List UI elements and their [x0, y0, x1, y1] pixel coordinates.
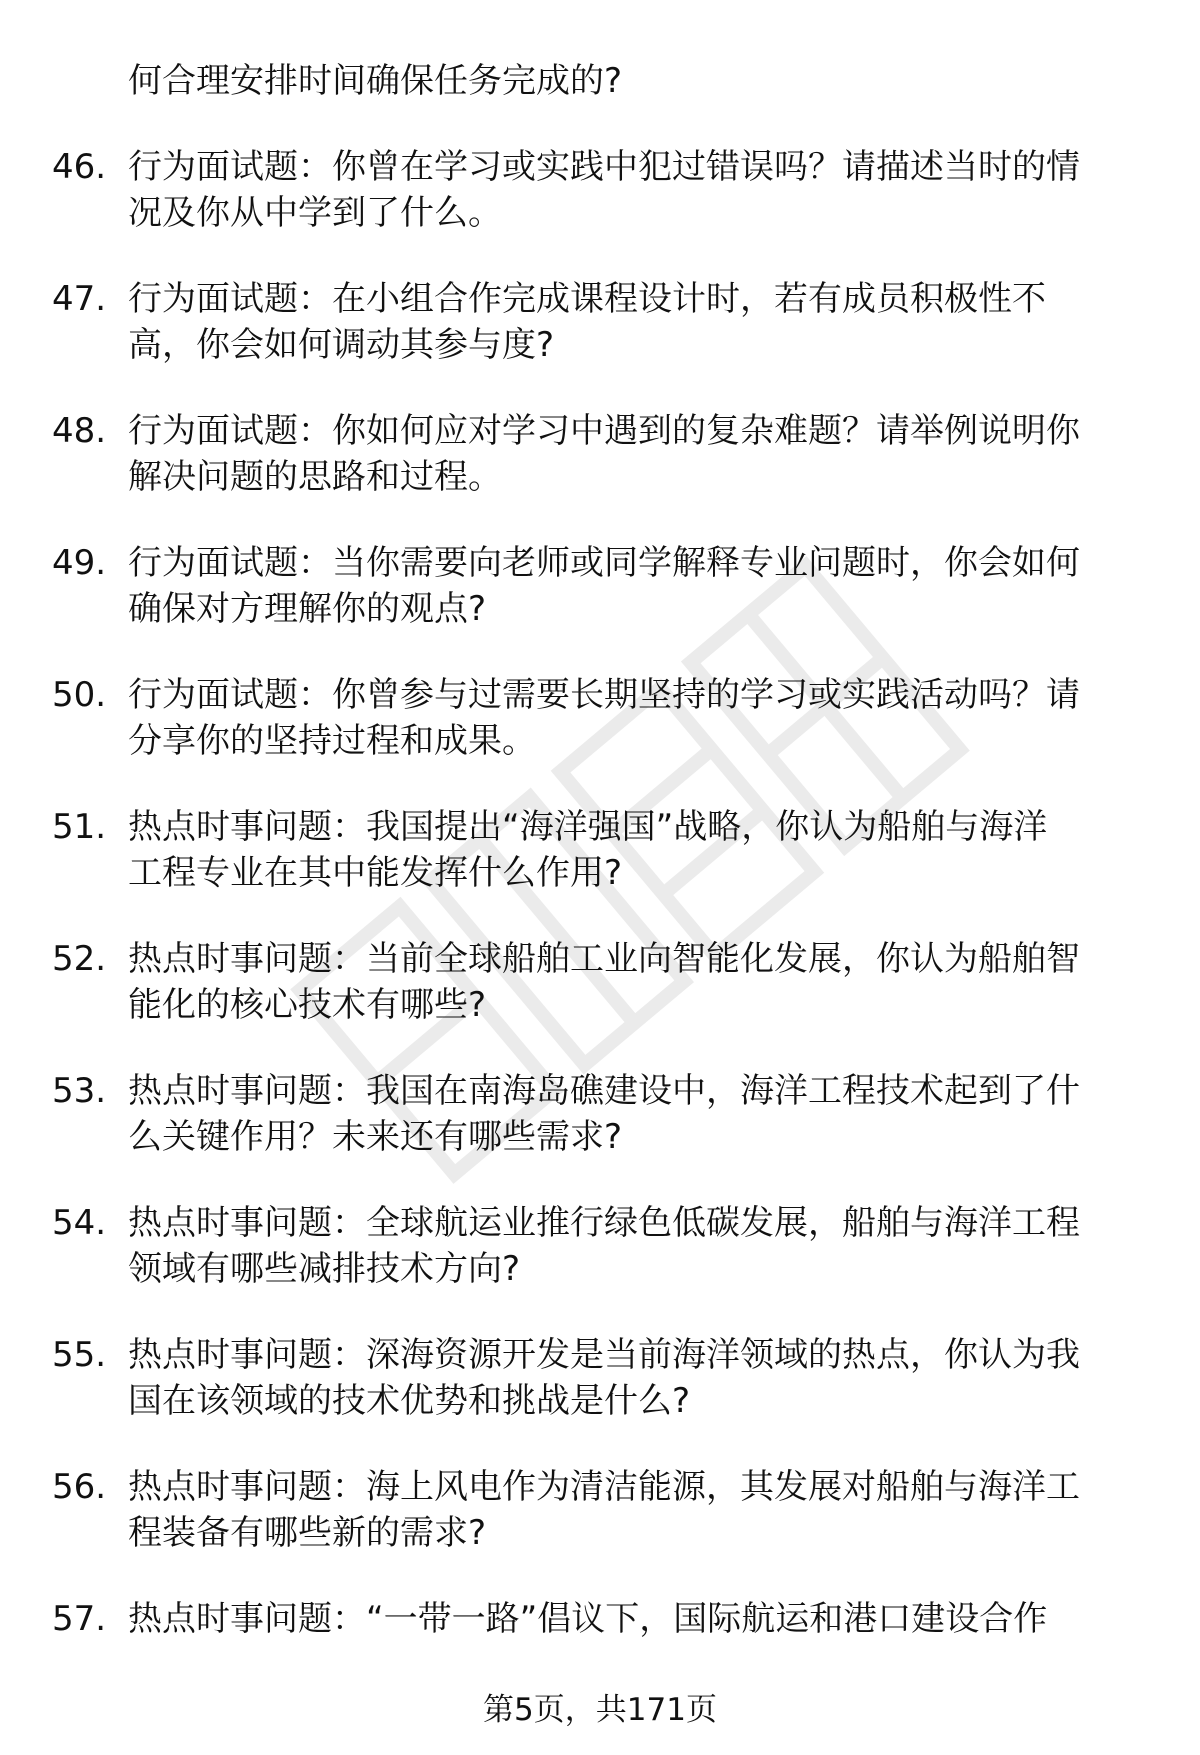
question-number: 56.: [52, 1467, 107, 1507]
question-item: [52, 1200, 1142, 1292]
question-item: [52, 276, 1142, 368]
question-text-line: 热点时事问题：当前全球船舶工业向智能化发展，你认为船舶智: [128, 939, 1080, 979]
question-text: [128, 804, 1142, 896]
question-text: [128, 540, 1142, 632]
question-text-line: 么关键作用？未来还有哪些需求?: [128, 1117, 623, 1157]
question-number: 49.: [52, 543, 107, 583]
question-text-line: 解决问题的思路和过程。: [128, 457, 502, 497]
question-text-line: 高，你会如何调动其参与度?: [128, 325, 555, 365]
question-item: [52, 1068, 1142, 1160]
question-number: 48.: [52, 411, 107, 451]
question-item: [52, 1332, 1142, 1424]
question-text-line: 确保对方理解你的观点?: [128, 589, 487, 629]
question-item: [52, 408, 1142, 500]
question-item: [52, 540, 1142, 632]
question-text-line: 能化的核心技术有哪些?: [128, 985, 487, 1025]
question-item: [52, 672, 1142, 764]
question-number: 47.: [52, 279, 107, 319]
question-number: 52.: [52, 939, 107, 979]
question-text: [128, 1464, 1142, 1556]
question-item: [52, 144, 1142, 236]
question-text-line: 热点时事问题：全球航运业推行绿色低碳发展，船舶与海洋工程: [128, 1203, 1080, 1243]
questions-container: [52, 144, 1142, 1642]
question-text-line: 程装备有哪些新的需求?: [128, 1513, 487, 1553]
question-text-line: 领域有哪些减排技术方向?: [128, 1249, 521, 1289]
question-text-line: 行为面试题：当你需要向老师或同学解释专业问题时，你会如何: [128, 543, 1080, 583]
question-item: [52, 804, 1142, 896]
continuation-line: 何合理安排时间确保任务完成的?: [128, 61, 623, 101]
question-text: [128, 144, 1142, 236]
question-text-line: 热点时事问题：深海资源开发是当前海洋领域的热点，你认为我: [128, 1335, 1080, 1375]
question-item: [52, 1596, 1142, 1642]
question-text: [128, 1596, 1142, 1642]
question-text-line: 行为面试题：你曾参与过需要长期坚持的学习或实践活动吗？请: [128, 675, 1080, 715]
question-text-line: 国在该领域的技术优势和挑战是什么?: [128, 1381, 691, 1421]
question-number: 51.: [52, 807, 107, 847]
question-text-line: 行为面试题：你如何应对学习中遇到的复杂难题？请举例说明你: [128, 411, 1080, 451]
question-text-line: 工程专业在其中能发挥什么作用?: [128, 853, 623, 893]
question-text: [128, 276, 1142, 368]
question-text-line: 热点时事问题：“一带一路”倡议下，国际航运和港口建设合作: [128, 1599, 1048, 1639]
question-number: 57.: [52, 1599, 107, 1639]
question-number: 53.: [52, 1071, 107, 1111]
question-text: [128, 672, 1142, 764]
question-number: 46.: [52, 147, 107, 187]
question-text-line: 行为面试题：在小组合作完成课程设计时，若有成员积极性不: [128, 279, 1046, 319]
question-text-line: 热点时事问题：我国提出“海洋强国”战略，你认为船舶与海洋: [128, 807, 1048, 847]
question-number: 50.: [52, 675, 107, 715]
question-text: [128, 1068, 1142, 1160]
question-text: [128, 1200, 1142, 1292]
question-item: [52, 936, 1142, 1028]
question-text-line: 热点时事问题：海上风电作为清洁能源，其发展对船舶与海洋工: [128, 1467, 1080, 1507]
question-number: 54.: [52, 1203, 107, 1243]
question-text-line: 热点时事问题：我国在南海岛礁建设中，海洋工程技术起到了什: [128, 1071, 1080, 1111]
question-text: [128, 408, 1142, 500]
question-text-line: 行为面试题：你曾在学习或实践中犯过错误吗？请描述当时的情: [128, 147, 1080, 187]
question-text: [128, 936, 1142, 1028]
question-number: 55.: [52, 1335, 107, 1375]
question-text: [128, 1332, 1142, 1424]
question-text-line: 分享你的坚持过程和成果。: [128, 721, 536, 761]
question-item: [52, 1464, 1142, 1556]
question-text-line: 况及你从中学到了什么。: [128, 193, 502, 233]
question-list: [52, 58, 1142, 1642]
page-footer: 第5页，共171页: [483, 1692, 717, 1728]
